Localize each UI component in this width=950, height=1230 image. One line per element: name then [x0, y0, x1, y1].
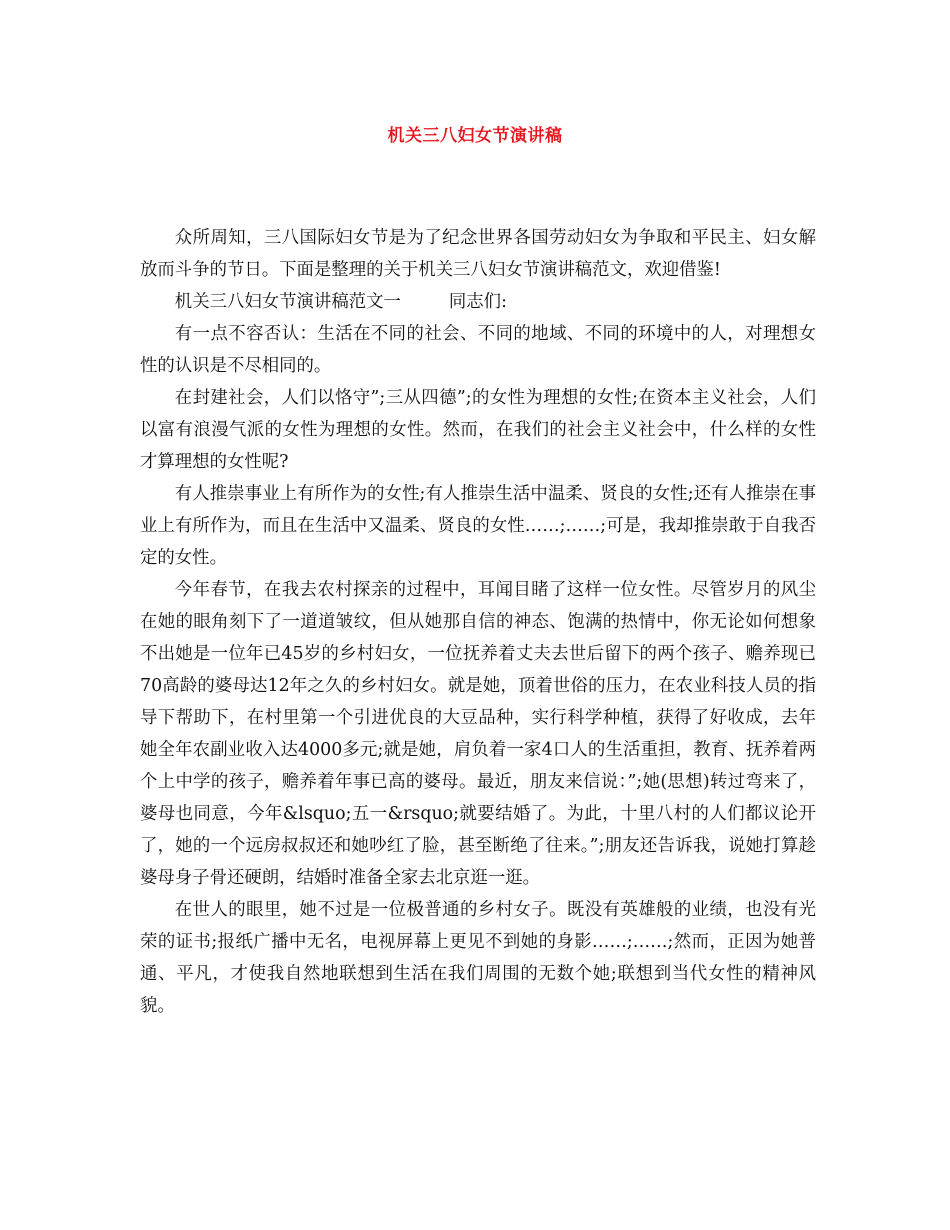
- page-title: 机关三八妇女节演讲稿: [387, 126, 563, 146]
- body-paragraph: 今年春节，在我去农村探亲的过程中，耳闻目睹了这样一位女性。尽管岁月的风尘在她的眼角刻下了一道道皱纹，但从她那自信的神态、饱满的热情中，你无论如何想象不出她是一位年已45岁的乡村妇女，一位抚养着丈夫去世后留下的两个孩子、赡养现已70高龄的婆母达12年之久的乡村妇女。就是她，顶着世俗的压力，在农业科技人员的指导下帮助下，在村里第一个引进优良的大豆品种，实行科学种植，获得了好收成，去年她全年农副业收入达4000多元;就是她，肩负着一家4口人的生活重担，教育、抚养着两个上中学的孩子，赡养着年事已高的婆母。最近，朋友来信说：”;她(思想)转过弯来了，婆母也同意，今年&lsquo;五一&rsquo;就要结婚了。为此，十里八村的人们都议论开了，她的一个远房叔叔还和她吵红了脸，甚至断绝了往来。”;朋友还告诉我，说她打算趁婆母身子骨还硬朗，结婚时准备全家去北京逛一逛。: [140, 580, 816, 888]
- section-heading-line: [140, 286, 816, 318]
- body-paragraph: 有人推崇事业上有所作为的女性;有人推崇生活中温柔、贤良的女性;还有人推崇在事业上有所作为，而且在生活中又温柔、贤良的女性……;……;可是，我却推崇敢于自我否定的女性。: [140, 484, 816, 568]
- document-body: [140, 222, 816, 1022]
- section-heading: 机关三八妇女节演讲稿范文一: [174, 292, 401, 312]
- salutation: 同志们:: [448, 292, 507, 312]
- intro-paragraph: 众所周知，三八国际妇女节是为了纪念世界各国劳动妇女为争取和平民主、妇女解放而斗争的节日。下面是整理的关于机关三八妇女节演讲稿范文，欢迎借鉴!: [140, 228, 816, 280]
- body-paragraph: 有一点不容否认：生活在不同的社会、不同的地域、不同的环境中的人，对理想女性的认识是不尽相同的。: [140, 324, 816, 376]
- body-paragraph: 在世人的眼里，她不过是一位极普通的乡村女子。既没有英雄般的业绩，也没有光荣的证书;报纸广播中无名，电视屏幕上更见不到她的身影……;……;然而，正因为她普通、平凡，才使我自然地联想到生活在我们周围的无数个她;联想到当代女性的精神风貌。: [140, 900, 816, 1016]
- body-paragraph: 在封建社会，人们以恪守”;三从四德”;的女性为理想的女性;在资本主义社会，人们以富有浪漫气派的女性为理想的女性。然而，在我们的社会主义社会中，什么样的女性才算理想的女性呢?: [140, 388, 816, 472]
